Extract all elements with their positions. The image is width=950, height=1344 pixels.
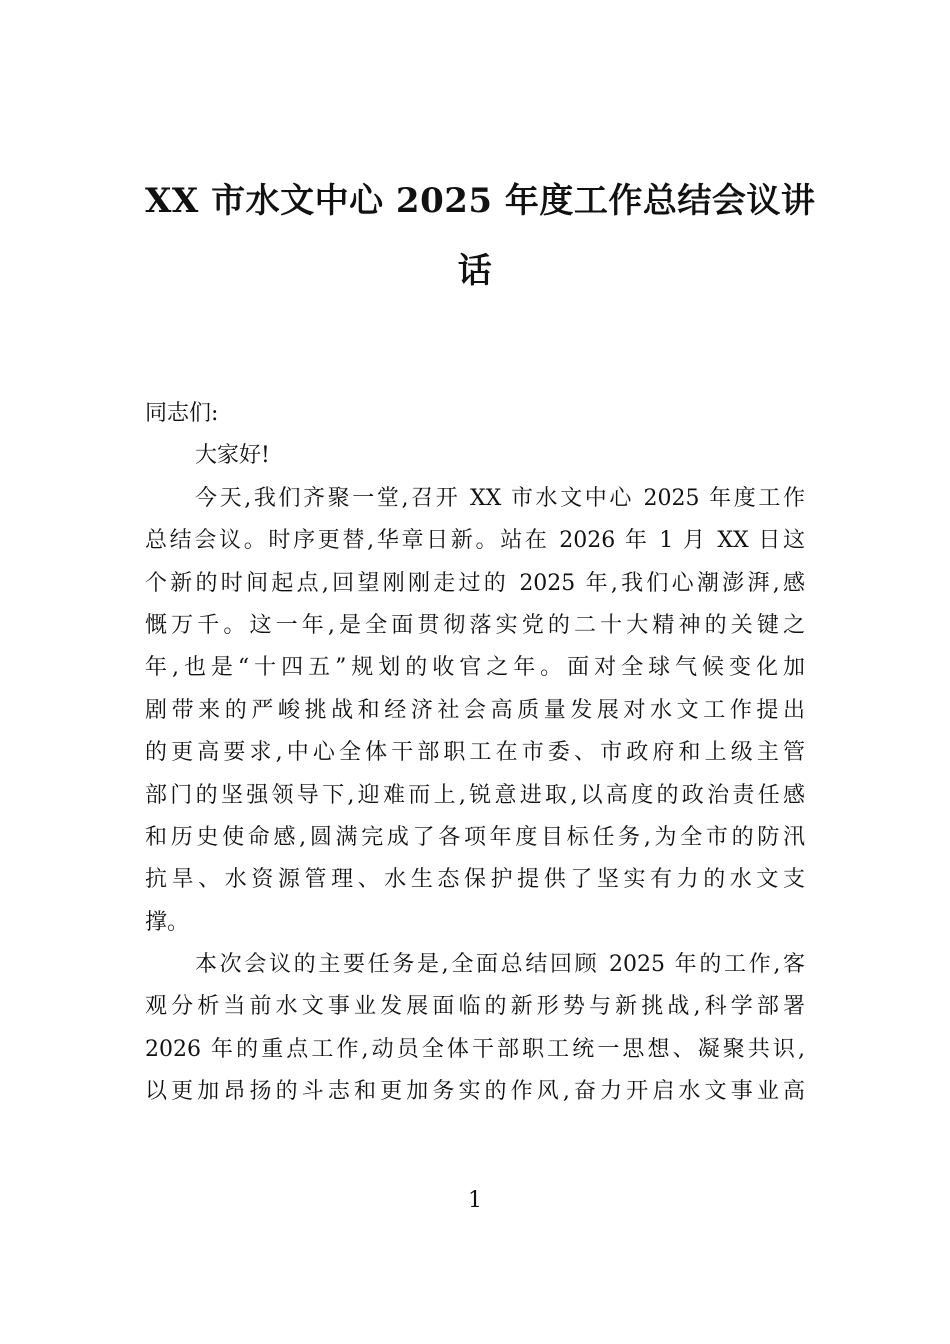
paragraph-line: 抗旱、水资源管理、水生态保护提供了坚实有力的水文支 xyxy=(145,867,805,893)
title-line: XX 市水文中心 2025 年度工作总结会议讲 xyxy=(145,181,816,221)
document-body xyxy=(145,393,805,1114)
paragraph-1 xyxy=(145,478,805,944)
title-line: 话 xyxy=(457,251,493,291)
paragraph-2 xyxy=(145,944,805,1114)
page-number: 1 xyxy=(468,1188,482,1213)
paragraph-line: 总结会议。时序更替,华章日新。站在 2026 年 1 月 XX 日这 xyxy=(145,528,805,554)
paragraph-line: 个新的时间起点,回望刚刚走过的 2025 年,我们心潮澎湃,感 xyxy=(145,570,805,596)
paragraph-line: 2026 年的重点工作,动员全体干部职工统一思想、凝聚共识, xyxy=(145,1036,805,1062)
paragraph-line: 部门的坚强领导下,迎难而上,锐意进取,以高度的政治责任感 xyxy=(145,782,805,808)
paragraph-line: 以更加昂扬的斗志和更加务实的作风,奋力开启水文事业高 xyxy=(145,1079,805,1105)
paragraph-line: 今天,我们齐聚一堂,召开 XX 市水文中心 2025 年度工作 xyxy=(195,485,805,511)
paragraph-line: 剧带来的严峻挑战和经济社会高质量发展对水文工作提出 xyxy=(145,697,805,723)
paragraph-line: 撑。 xyxy=(145,909,190,935)
document-title xyxy=(145,166,816,306)
paragraph-line: 慨万千。这一年,是全面贯彻落实党的二十大精神的关键之 xyxy=(145,612,805,638)
salutation: 同志们: xyxy=(145,401,219,426)
paragraph-line: 和历史使命感,圆满完成了各项年度目标任务,为全市的防汛 xyxy=(145,824,805,850)
paragraph-line: 的更高要求,中心全体干部职工在市委、市政府和上级主管 xyxy=(145,740,805,766)
paragraph-line: 本次会议的主要任务是,全面总结回顾 2025 年的工作,客 xyxy=(195,952,805,978)
greeting: 大家好! xyxy=(195,443,270,469)
paragraph-line: 观分析当前水文事业发展面临的新形势与新挑战,科学部署 xyxy=(145,994,805,1020)
paragraph-line: 年,也是“十四五”规划的收官之年。面对全球气候变化加 xyxy=(145,655,805,681)
